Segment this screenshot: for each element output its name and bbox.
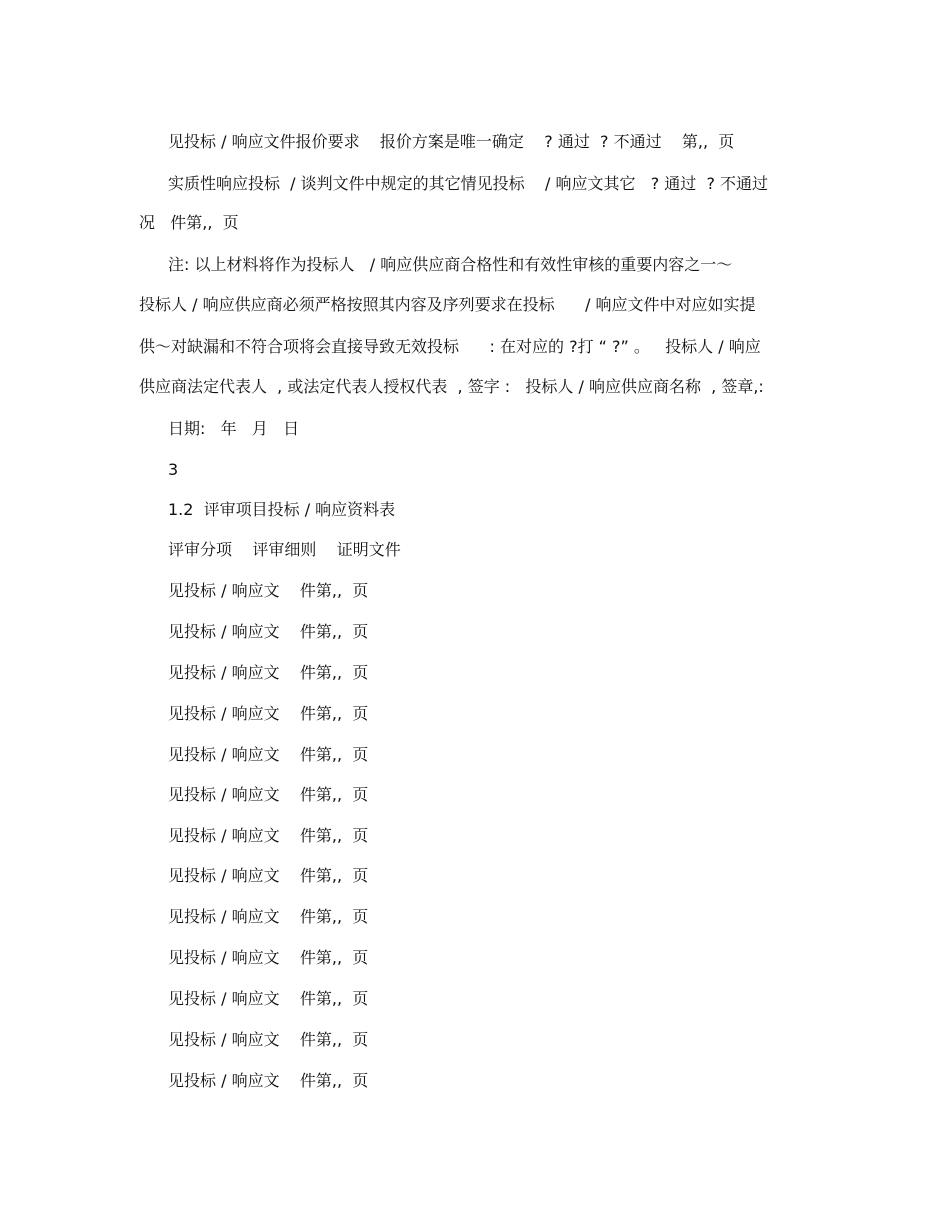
note-line: 供～对缺漏和不符合项将会直接导致无效投标 : 在对应的 ?打 “ ?” 。 投标人 / 响应 bbox=[139, 337, 761, 356]
table-header: 评审分项 评审细则 证明文件 bbox=[168, 540, 401, 559]
page-number: 3 bbox=[168, 460, 179, 479]
text-line: 见投标 / 响应文件报价要求 报价方案是唯一确定 ? 通过 ? 不通过 第,, 页 bbox=[168, 132, 735, 151]
table-row: 见投标 / 响应文 件第,, 页 bbox=[168, 663, 369, 682]
table-row: 见投标 / 响应文 件第,, 页 bbox=[168, 826, 369, 845]
note-line: 注: 以上材料将作为投标人 / 响应供应商合格性和有效性审核的重要内容之一～ bbox=[168, 255, 733, 274]
section-title: 1.2 评审项目投标 / 响应资料表 bbox=[168, 500, 396, 519]
table-row: 见投标 / 响应文 件第,, 页 bbox=[168, 704, 369, 723]
date-line: 日期: 年 月 日 bbox=[168, 419, 300, 438]
table-row: 见投标 / 响应文 件第,, 页 bbox=[168, 745, 369, 764]
note-line: 投标人 / 响应供应商必须严格按照其内容及序列要求在投标 / 响应文件中对应如实提 bbox=[139, 295, 756, 314]
text-line: 实质性响应投标 / 谈判文件中规定的其它情见投标 / 响应文其它 ? 通过 ? 不通过 bbox=[168, 174, 769, 193]
table-row: 见投标 / 响应文 件第,, 页 bbox=[168, 1030, 369, 1049]
table-row: 见投标 / 响应文 件第,, 页 bbox=[168, 622, 369, 641]
table-row: 见投标 / 响应文 件第,, 页 bbox=[168, 581, 369, 600]
table-row: 见投标 / 响应文 件第,, 页 bbox=[168, 907, 369, 926]
table-row: 见投标 / 响应文 件第,, 页 bbox=[168, 866, 369, 885]
table-row: 见投标 / 响应文 件第,, 页 bbox=[168, 785, 369, 804]
text-line: 况 件第,, 页 bbox=[139, 213, 239, 232]
table-row: 见投标 / 响应文 件第,, 页 bbox=[168, 989, 369, 1008]
signature-line: 供应商法定代表人 , 或法定代表人授权代表 , 签字 : 投标人 / 响应供应商名称 , 签章,: bbox=[139, 377, 764, 396]
table-row: 见投标 / 响应文 件第,, 页 bbox=[168, 948, 369, 967]
table-row: 见投标 / 响应文 件第,, 页 bbox=[168, 1071, 369, 1090]
